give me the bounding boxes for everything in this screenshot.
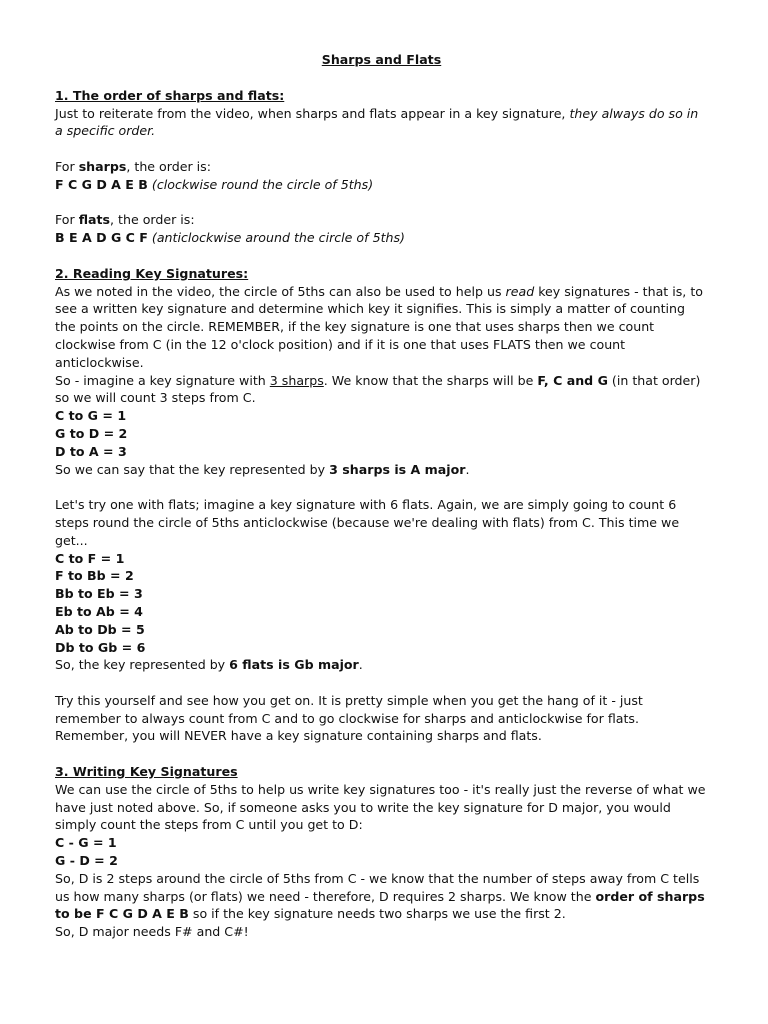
section-2-heading: 2. Reading Key Signatures: — [55, 265, 249, 281]
step-line: Ab to Db = 5 — [55, 621, 145, 637]
section-1-heading: 1. The order of sharps and flats: — [55, 87, 285, 103]
section-2-paragraph-2: So - imagine a key signature with 3 sharps. We know that the sharps will be F, C and G (in that order) so we will count 3 steps from C. — [55, 372, 701, 406]
sharps-order-note: (clockwise round the circle of 5ths) — [147, 176, 374, 192]
flats-order-letters: B E A D G C F — [55, 230, 148, 246]
step-line: C to G = 1 — [55, 408, 127, 424]
section-2-paragraph-1: As we noted in the video, the circle of 5ths can also be used to help us read key signatures - that is, to see a written key signature and determine which key it signifies. This is simply a matter of counting the points on the circle. REMEMBER, if the key signature is one that uses sharps then we count clockwise from C (in the 12 o'clock position) and if it is one that uses FLATS then we count anticlockwise. — [55, 283, 703, 370]
intro-text: Just to reiterate from the video, when sharps and flats appear in a key signature, — [55, 105, 566, 121]
section-3-paragraph-2: So, D is 2 steps around the circle of 5ths from C - we know that the number of steps away from C tells us how many sharps (or flats) we need - therefore, D requires 2 sharps. We know the order of sharps to be F C G D A E B so if the key signature needs two sharps we use the first 2. — [55, 870, 705, 922]
sharps-order-letters: F C G D A E B — [55, 176, 148, 192]
section-2-paragraph-3: Let's try one with flats; imagine a key signature with 6 flats. Again, we are simply going to count 6 steps round the circle of 5ths anticlockwise (because we're dealing with flats) from C. This time we get... — [55, 497, 680, 548]
sharps-summary: So we can say that the key represented by 3 sharps is A major. — [55, 461, 470, 477]
sharps-order-label: For sharps, the order is: — [55, 158, 211, 174]
step-line: C - G = 1 — [55, 835, 117, 851]
flats-order — [55, 229, 708, 247]
flats-summary: So, the key represented by 6 flats is Gb major. — [55, 657, 363, 673]
step-line: D to A = 3 — [55, 443, 127, 459]
step-line: G - D = 2 — [55, 853, 118, 869]
section-3-conclusion: So, D major needs F# and C#! — [55, 924, 249, 940]
step-line: F to Bb = 2 — [55, 568, 134, 584]
section-1-intro — [55, 105, 708, 141]
document-title: Sharps and Flats — [321, 52, 442, 67]
section-2-paragraph-4: Try this yourself and see how you get on. It is pretty simple when you get the hang of it - just remember to always count from C and to go clockwise for sharps and anticlockwise for flats. Remember, you will NEVER have a key signature containing sharps and flats. — [55, 692, 643, 744]
sharps-order — [55, 176, 708, 194]
step-line: Eb to Ab = 4 — [55, 603, 143, 619]
step-line: G to D = 2 — [55, 425, 128, 441]
section-3-heading: 3. Writing Key Signatures — [55, 764, 238, 780]
step-line: Db to Gb = 6 — [55, 639, 146, 655]
flats-order-label: For flats, the order is: — [55, 212, 195, 228]
intro-emphasis: they always do so in a specific order. — [55, 105, 699, 139]
step-line: C to F = 1 — [55, 550, 125, 566]
section-3-paragraph-1: We can use the circle of 5ths to help us write key signatures too - it's really just the reverse of what we have just noted above. So, if someone asks you to write the key signature for D major, you would simply count the steps from C until you get to D: — [55, 781, 706, 833]
flats-order-note: (anticlockwise around the circle of 5ths) — [147, 230, 405, 246]
step-line: Bb to Eb = 3 — [55, 586, 143, 602]
